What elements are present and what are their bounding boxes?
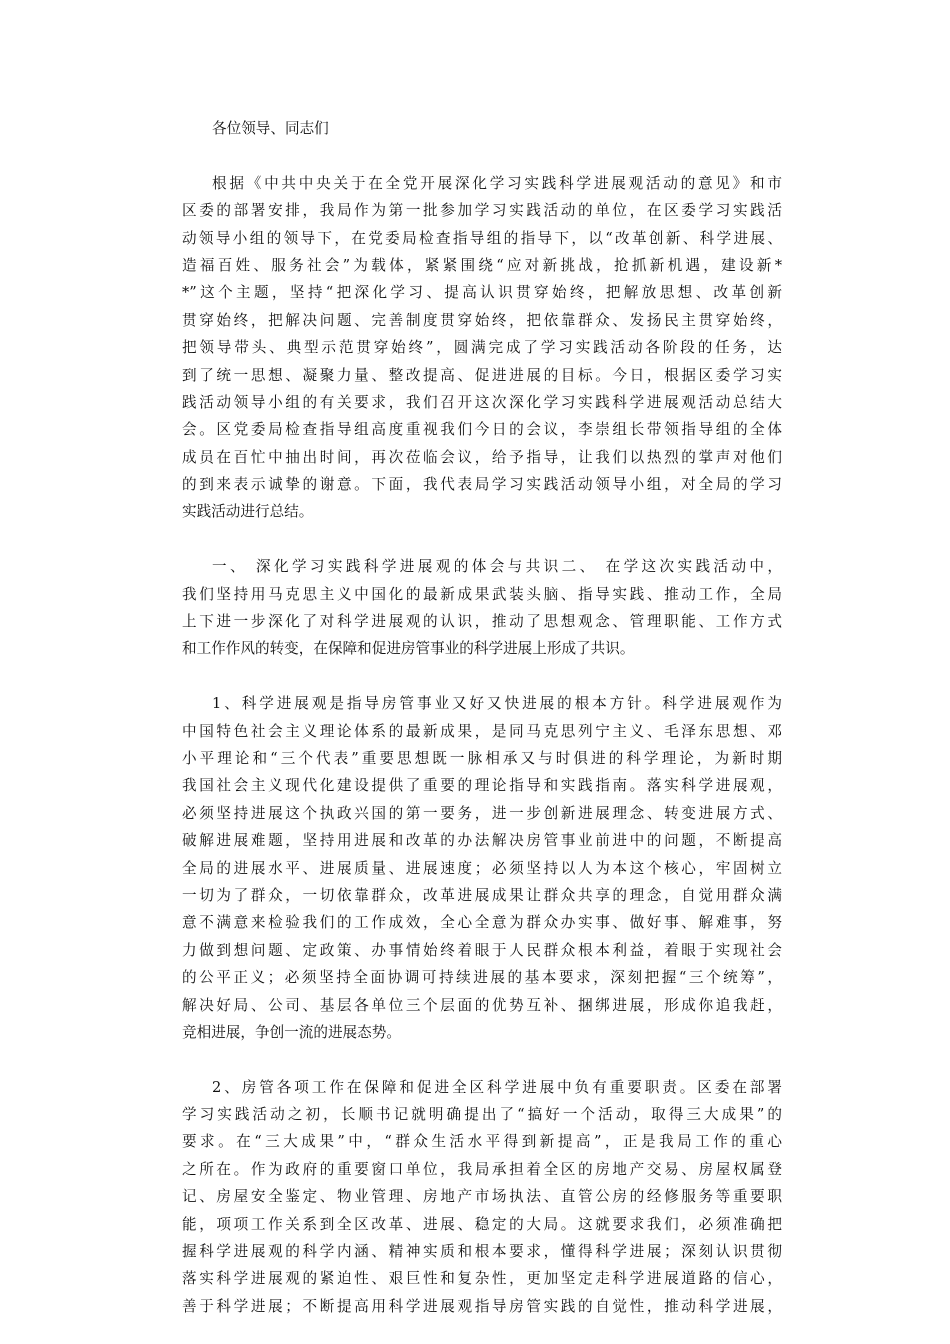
text-line: 一切为了群众，一切依靠群众，改革进展成果让群众共享的理念，自觉用群众满 [182,886,782,904]
text-line: 小平理论和“三个代表”重要思想既一脉相承又与时俱进的科学理论，为新时期 [182,749,782,767]
text-line: 我国社会主义现代化建设提供了重要的理论指导和实践指南。落实科学进展观， [182,777,782,795]
text-line: 根据《中共中央关于在全党开展深化学习实践科学进展观活动的意见》和市 [212,174,782,192]
text-line: 2、房管各项工作在保障和促进全区科学进展中负有重要职责。区委在部署 [212,1078,782,1096]
text-line: 落实科学进展观的紧迫性、艰巨性和复杂性，更加坚定走科学进展道路的信心， [182,1270,782,1288]
text-line: 中国特色社会主义理论体系的最新成果，是同马克思列宁主义、毛泽东思想、邓 [182,722,782,740]
text-line: 学习实践活动之初，长顺书记就明确提出了“搞好一个活动，取得三大成果”的 [182,1106,782,1124]
section-heading-line: 一、 深化学习实践科学进展观的体会与共识二、 在学这次实践活动中， [212,558,782,576]
point-two-paragraph [182,1074,782,1321]
text-line: 要求。在“三大成果”中，“群众生活水平得到新提高”，正是我局工作的重心 [182,1133,782,1151]
text-line: *”这个主题，坚持“把深化学习、提高认识贯穿始终，把解放思想、改革创新 [182,284,782,302]
opening-paragraph [182,170,782,526]
text-line: 成员在百忙中抽出时间，再次莅临会议，给予指导，让我们以热烈的掌声对他们 [182,448,782,466]
text-line: 破解进展难题，坚持用进展和改革的办法解决房管事业前进中的问题，不断提高 [182,832,782,850]
text-line: 能，项项工作关系到全区改革、进展、稳定的大局。这就要求我们，必须准确把 [182,1215,782,1233]
text-line: 实践活动进行总结。 [182,503,314,521]
document-body [182,115,782,1320]
text-line: 贯穿始终，把解决问题、完善制度贯穿始终，把依靠群众、发扬民主贯穿始终， [182,311,782,329]
section-one-paragraph [182,553,782,663]
text-line: 握科学进展观的科学内涵、精神实质和根本要求，懂得科学进展；深刻认识贯彻 [182,1243,782,1261]
paragraph-gap [182,526,782,553]
text-line: 上下进一步深化了对科学进展观的认识，推动了思想观念、管理职能、工作方式 [182,613,782,631]
text-line: 竞相进展，争创一流的进展态势。 [182,1023,401,1041]
text-line: 动领导小组的领导下，在党委局检查指导组的指导下，以“改革创新、科学进展、 [182,229,782,247]
text-line: 力做到想问题、定政策、办事情始终着眼于人民群众根本利益，着眼于实现社会 [182,941,782,959]
text-line: 记、房屋安全鉴定、物业管理、房地产市场执法、直管公房的经修服务等重要职 [182,1188,782,1206]
text-line: 会。区党委局检查指导组高度重视我们今日的会议，李崇组长带领指导组的全体 [182,421,782,439]
text-line: 1、科学进展观是指导房管事业又好又快进展的根本方针。科学进展观作为 [212,695,782,713]
text-line: 之所在。作为政府的重要窗口单位，我局承担着全区的房地产交易、房屋权属登 [182,1160,782,1178]
text-line: 我们坚持用马克思主义中国化的最新成果武装头脑、指导实践、推动工作，全局 [182,585,782,603]
text-line: 区委的部署安排，我局作为第一批参加学习实践活动的单位，在区委学习实践活 [182,202,782,220]
text-line: 把领导带头、典型示范贯穿始终”，圆满完成了学习实践活动各阶段的任务，达 [182,339,782,357]
text-line: 的公平正义；必须坚持全面协调可持续进展的基本要求，深刻把握“三个统筹”， [182,969,782,987]
text-line: 全局的进展水平、进展质量、进展速度；必须坚持以人为本这个核心，牢固树立 [182,859,782,877]
text-line: 意不满意来检验我们的工作成效，全心全意为群众办实事、做好事、解难事，努 [182,914,782,932]
text-line: 解决好局、公司、基层各单位三个层面的优势互补、捆绑进展，形成你追我赶， [182,996,782,1014]
text-line: 到了统一思想、凝聚力量、整改提高、促进进展的目标。今日，根据区委学习实 [182,366,782,384]
salutation-line: 各位领导、同志们 [212,120,329,137]
text-line: 和工作作风的转变，在保障和促进房管事业的科学进展上形成了共识。 [182,640,635,658]
text-line: 善于科学进展；不断提高用科学进展观指导房管实践的自觉性，推动科学进展， [182,1297,782,1315]
paragraph-gap [182,663,782,690]
paragraph-gap [182,1046,782,1073]
text-line: 的到来表示诚挚的谢意。下面，我代表局学习实践活动领导小组，对全局的学习 [182,476,782,494]
text-line: 造福百姓、服务社会”为载体，紧紧围绕“应对新挑战，抢抓新机遇，建设新* [182,256,782,274]
paragraph-gap [182,142,782,169]
text-line: 必须坚持进展这个执政兴国的第一要务，进一步创新进展理念、转变进展方式、 [182,804,782,822]
text-line: 践活动领导小组的有关要求，我们召开这次深化学习实践科学进展观活动总结大 [182,393,782,411]
point-one-paragraph [182,690,782,1046]
